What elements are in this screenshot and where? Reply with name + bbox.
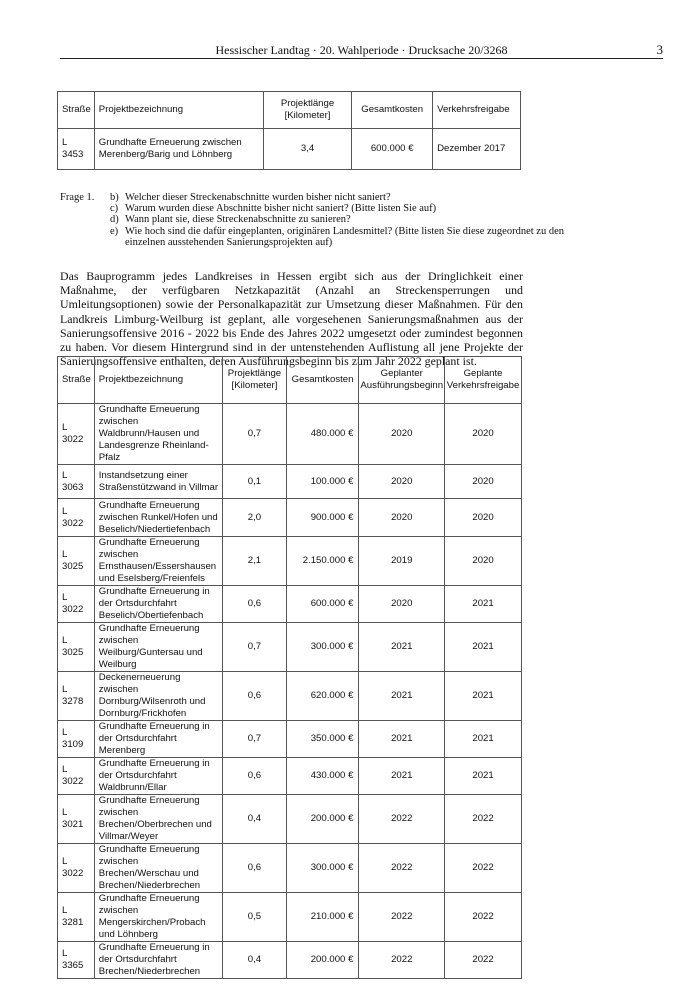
table-cell-projekt: Grundhafte Erneuerung in der Ortsdurchfahrt Waldbrunn/Ellar bbox=[94, 758, 222, 795]
table-row bbox=[58, 404, 522, 465]
table-cell-beginn: 2020 bbox=[359, 586, 445, 623]
table-cell-strasse: L 3021 bbox=[58, 795, 95, 844]
table2-header-cell: Geplanter Ausführungsbeginn bbox=[359, 357, 445, 404]
table-cell-beginn: 2022 bbox=[359, 942, 445, 979]
question-text: Welcher dieser Streckenabschnitte wurden bisher nicht saniert? bbox=[125, 192, 391, 203]
table-cell-strasse: L 3109 bbox=[58, 721, 95, 758]
table-cell-strasse: L 3063 bbox=[58, 465, 95, 499]
question-item bbox=[110, 203, 580, 214]
table-row bbox=[58, 758, 522, 795]
table-cell-laenge: 0,1 bbox=[223, 465, 286, 499]
table-cell-strasse: L 3022 bbox=[58, 586, 95, 623]
table-cell-projekt: Grundhafte Erneuerung zwischen Mengerskirchen/Probach und Löhnberg bbox=[94, 893, 222, 942]
table-cell-kosten: 900.000 € bbox=[286, 499, 359, 537]
table-row bbox=[58, 893, 522, 942]
table-cell-freigabe: 2022 bbox=[445, 844, 522, 893]
table-row bbox=[58, 499, 522, 537]
question-letter: b) bbox=[110, 192, 119, 203]
table-row bbox=[58, 623, 522, 672]
table-row bbox=[58, 795, 522, 844]
table-cell-strasse: L 3022 bbox=[58, 758, 95, 795]
table-cell-beginn: 2021 bbox=[359, 623, 445, 672]
table-cell-projekt: Grundhafte Erneuerung zwischen Runkel/Hofen und Beselich/Niedertiefenbach bbox=[94, 499, 222, 537]
question-letter: e) bbox=[110, 225, 119, 237]
table-cell-laenge: 0,7 bbox=[223, 404, 286, 465]
table-cell-projekt: Grundhafte Erneuerung in der Ortsdurchfahrt Beselich/Obertiefenbach bbox=[94, 586, 222, 623]
table-cell-laenge: 0,7 bbox=[223, 721, 286, 758]
table-cell-strasse: L 3025 bbox=[58, 623, 95, 672]
table-row bbox=[58, 672, 522, 721]
table-cell-kosten: 350.000 € bbox=[286, 721, 359, 758]
table-cell-laenge: 0,6 bbox=[223, 844, 286, 893]
table-cell-laenge: 0,6 bbox=[223, 586, 286, 623]
table-cell-kosten: 200.000 € bbox=[286, 942, 359, 979]
question-label: Frage 1. bbox=[60, 192, 95, 203]
table-cell-beginn: 2022 bbox=[359, 893, 445, 942]
table-cell-projekt: Grundhafte Erneuerung in der Ortsdurchfahrt Brechen/Niederbrechen bbox=[94, 942, 222, 979]
table1-header-cell: Gesamtkosten bbox=[352, 92, 433, 129]
table1-header-cell: Projektlänge [Kilometer] bbox=[263, 92, 352, 129]
table-cell-kosten: 210.000 € bbox=[286, 893, 359, 942]
table-cell-projekt: Grundhafte Erneuerung in der Ortsdurchfahrt Merenberg bbox=[94, 721, 222, 758]
table-cell-freigabe: 2020 bbox=[445, 537, 522, 586]
table-cell-projekt: Grundhafte Erneuerung zwischen Ernsthausen/Essershausen und Eselsberg/Freienfels bbox=[94, 537, 222, 586]
table2-header-cell: Projektbezeichnung bbox=[94, 357, 222, 404]
table-row bbox=[58, 844, 522, 893]
table-cell-laenge: 3,4 bbox=[263, 129, 352, 170]
table-previous-project bbox=[57, 91, 521, 170]
table-cell-freigabe: Dezember 2017 bbox=[433, 129, 521, 170]
table-planned-projects bbox=[57, 356, 522, 979]
question-text: Wie hoch sind die dafür eingeplanten, originären Landesmittel? (Bitte listen Sie diese zugeordnet zu den einzelnen ausstehenden Sanierungsprojekten auf) bbox=[125, 225, 564, 248]
table-cell-freigabe: 2022 bbox=[445, 893, 522, 942]
table-cell-kosten: 300.000 € bbox=[286, 623, 359, 672]
table-cell-freigabe: 2021 bbox=[445, 758, 522, 795]
table-cell-strasse: L 3022 bbox=[58, 844, 95, 893]
question-letter: c) bbox=[110, 203, 119, 215]
table-cell-laenge: 2,1 bbox=[223, 537, 286, 586]
table-row bbox=[58, 129, 521, 170]
table-cell-strasse: L 3365 bbox=[58, 942, 95, 979]
table-cell-freigabe: 2021 bbox=[445, 672, 522, 721]
table1-header-cell: Straße bbox=[58, 92, 95, 129]
table1-header-cell: Verkehrsfreigabe bbox=[433, 92, 521, 129]
table-cell-freigabe: 2022 bbox=[445, 795, 522, 844]
table-cell-laenge: 0,5 bbox=[223, 893, 286, 942]
table-cell-freigabe: 2021 bbox=[445, 586, 522, 623]
table-cell-beginn: 2022 bbox=[359, 844, 445, 893]
page-number: 3 bbox=[656, 42, 663, 57]
question-text: Wann plant sie, diese Streckenabschnitte zu sanieren? bbox=[125, 214, 351, 226]
page-header bbox=[60, 42, 663, 59]
table-cell-projekt: Grundhafte Erneuerung zwischen Weilburg/Guntersau und Weilburg bbox=[94, 623, 222, 672]
table-cell-freigabe: 2022 bbox=[445, 942, 522, 979]
table-cell-strasse: L 3022 bbox=[58, 404, 95, 465]
table-cell-laenge: 2,0 bbox=[223, 499, 286, 537]
table-cell-projekt: Grundhafte Erneuerung zwischen Merenberg/Barig und Löhnberg bbox=[94, 129, 263, 170]
table-cell-laenge: 0,4 bbox=[223, 795, 286, 844]
table-cell-kosten: 2.150.000 € bbox=[286, 537, 359, 586]
question-letter: d) bbox=[110, 214, 119, 226]
table-cell-kosten: 600.000 € bbox=[352, 129, 433, 170]
table-cell-laenge: 0,7 bbox=[223, 623, 286, 672]
table-cell-laenge: 0,6 bbox=[223, 672, 286, 721]
question-item bbox=[110, 226, 580, 248]
table-cell-beginn: 2020 bbox=[359, 499, 445, 537]
table-cell-projekt: Grundhafte Erneuerung zwischen Brechen/Oberbrechen und Villmar/Weyer bbox=[94, 795, 222, 844]
table-cell-beginn: 2019 bbox=[359, 537, 445, 586]
table-row bbox=[58, 942, 522, 979]
table-cell-strasse: L 3453 bbox=[58, 129, 95, 170]
table-cell-laenge: 0,4 bbox=[223, 942, 286, 979]
table2-header-cell: Geplante Verkehrsfreigabe bbox=[445, 357, 522, 404]
table-cell-strasse: L 3022 bbox=[58, 499, 95, 537]
table-cell-beginn: 2022 bbox=[359, 795, 445, 844]
table-cell-kosten: 100.000 € bbox=[286, 465, 359, 499]
table-cell-freigabe: 2020 bbox=[445, 404, 522, 465]
table-cell-beginn: 2021 bbox=[359, 758, 445, 795]
table-cell-laenge: 0,6 bbox=[223, 758, 286, 795]
table-row bbox=[58, 586, 522, 623]
table-cell-freigabe: 2021 bbox=[445, 623, 522, 672]
table-cell-kosten: 600.000 € bbox=[286, 586, 359, 623]
table-cell-freigabe: 2020 bbox=[445, 499, 522, 537]
table-cell-beginn: 2020 bbox=[359, 404, 445, 465]
table-row bbox=[58, 721, 522, 758]
table-cell-projekt: Instandsetzung einer Straßenstützwand in Villmar bbox=[94, 465, 222, 499]
table-row bbox=[58, 537, 522, 586]
table2-body bbox=[58, 404, 522, 979]
table-cell-beginn: 2021 bbox=[359, 672, 445, 721]
table2-header-cell: Straße bbox=[58, 357, 95, 404]
table2-header-cell: Projektlänge [Kilometer] bbox=[223, 357, 286, 404]
table-cell-freigabe: 2021 bbox=[445, 721, 522, 758]
table-cell-kosten: 430.000 € bbox=[286, 758, 359, 795]
table1-header-row bbox=[58, 92, 521, 129]
table2-header-cell: Gesamtkosten bbox=[286, 357, 359, 404]
table-cell-kosten: 620.000 € bbox=[286, 672, 359, 721]
table-cell-kosten: 480.000 € bbox=[286, 404, 359, 465]
question-item bbox=[110, 192, 580, 203]
table-cell-strasse: L 3025 bbox=[58, 537, 95, 586]
table-cell-strasse: L 3281 bbox=[58, 893, 95, 942]
table2-header-row bbox=[58, 357, 522, 404]
answer-paragraph: Das Bauprogramm jedes Landkreises in Hessen ergibt sich aus der Dringlichkeit einer Maßnahme, der verfügbaren Netzkapazität (Anzahl an Streckensperrungen und Umleitungsoptionen) sowie der Personalkapazität zur Umsetzung dieser Maßnahmen. Für den Landkreis Limburg-Weilburg ist geplant, alle vorgesehenen Sanierungsmaßnahmen aus der Sanierungsoffensive 2016 - 2022 bis Ende des Jahres 2022 umgesetzt oder zumindest begonnen zu haben. Vor diesem Hintergrund sind in der untenstehenden Auflistung all jene Projekte der Sanierungsoffensive enthalten, deren Ausführungsbeginn bis zum Jahr 2022 geplant ist. bbox=[60, 268, 523, 369]
table-cell-kosten: 200.000 € bbox=[286, 795, 359, 844]
table-cell-projekt: Grundhafte Erneuerung zwischen Waldbrunn/Hausen und Landesgrenze Rheinland-Pfalz bbox=[94, 404, 222, 465]
table-cell-projekt: Deckenerneuerung zwischen Dornburg/Wilsenroth und Dornburg/Frickhofen bbox=[94, 672, 222, 721]
table-cell-freigabe: 2020 bbox=[445, 465, 522, 499]
table-cell-beginn: 2021 bbox=[359, 721, 445, 758]
table-cell-kosten: 300.000 € bbox=[286, 844, 359, 893]
question-text: Warum wurden diese Abschnitte bisher nicht saniert? (Bitte listen Sie auf) bbox=[125, 203, 437, 215]
header-text: Hessischer Landtag · 20. Wahlperiode · Drucksache 20/3268 bbox=[215, 43, 508, 57]
table-row bbox=[58, 465, 522, 499]
question-item bbox=[110, 214, 580, 225]
table1-header-cell: Projektbezeichnung bbox=[94, 92, 263, 129]
table-cell-strasse: L 3278 bbox=[58, 672, 95, 721]
question-list bbox=[110, 192, 580, 248]
table-cell-projekt: Grundhafte Erneuerung zwischen Brechen/Werschau und Brechen/Niederbrechen bbox=[94, 844, 222, 893]
table-cell-beginn: 2020 bbox=[359, 465, 445, 499]
